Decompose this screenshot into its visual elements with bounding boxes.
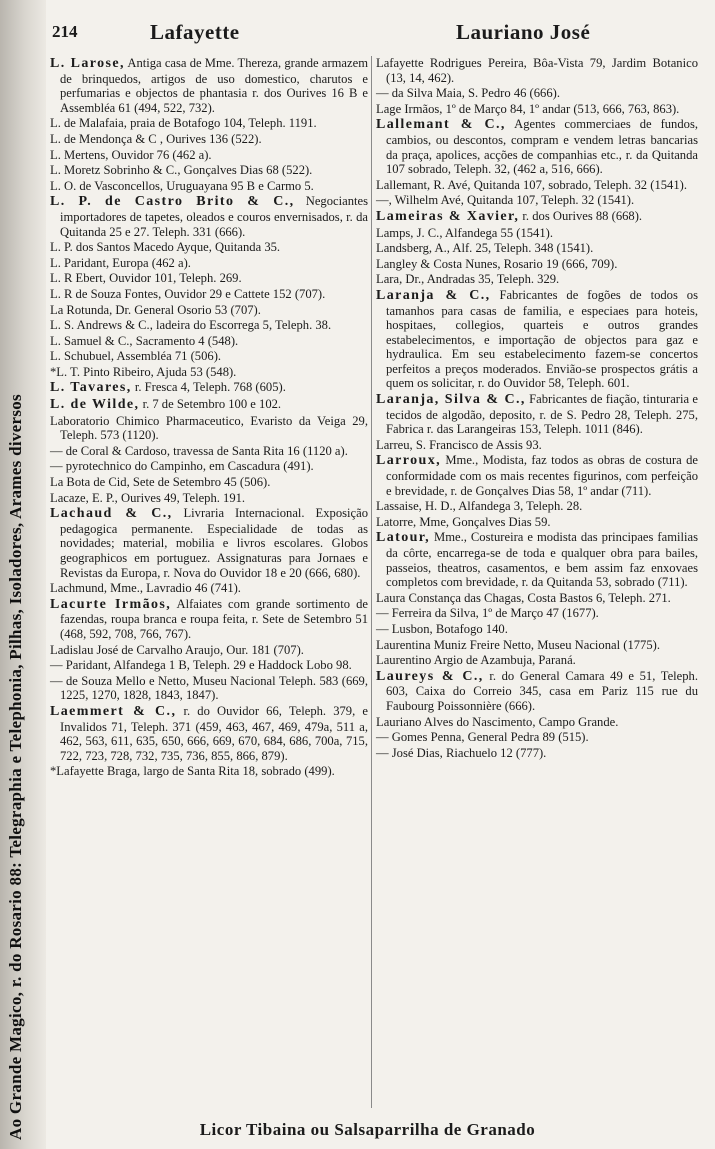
entry-text: r. 7 de Setembro 100 e 102. — [139, 397, 282, 412]
directory-entry — [50, 287, 368, 302]
entry-text: — de Coral & Cardoso, travessa de Santa Rita 16 (1120 a). — [50, 443, 348, 458]
entry-text: L. de Mendonça & C , Ourives 136 (522). — [50, 131, 262, 146]
directory-entry — [376, 193, 698, 208]
directory-entry — [376, 591, 698, 606]
directory-entry — [50, 475, 368, 490]
column-divider — [371, 56, 372, 1108]
entry-text: L. Mertens, Ouvidor 76 (462 a). — [50, 147, 212, 162]
running-header-left: Lafayette — [150, 20, 240, 44]
entry-text: *Lafayette Braga, largo de Santa Rita 18, sobrado (499). — [50, 764, 335, 779]
directory-entry — [376, 226, 698, 241]
entry-text: Langley & Costa Nunes, Rosario 19 (666, 709). — [376, 256, 618, 271]
entry-text: Agentes commerciaes de fundos, cambios, ou descontos, compram e vendem letras bancarias da praça, apolices, acções de companhias etc., r. da Quitanda 107 sobrado, Teleph. 32, (462 a, 516, 666). — [386, 117, 698, 177]
directory-entry — [50, 194, 368, 239]
entry-text: r. Fresca 4, Teleph. 768 (605). — [131, 380, 286, 395]
entry-firm-name: Laureys & C., — [376, 668, 484, 684]
directory-entry — [50, 643, 368, 658]
directory-entry — [50, 271, 368, 286]
directory-entry — [50, 318, 368, 333]
directory-entry — [376, 746, 698, 761]
directory-entry — [376, 178, 698, 193]
entry-text: Larreu, S. Francisco de Assis 93. — [376, 437, 542, 452]
directory-entry — [50, 674, 368, 703]
directory-entry — [50, 764, 368, 779]
entry-text: Laurentina Muniz Freire Netto, Museu Nacional (1775). — [376, 637, 660, 652]
directory-entry — [376, 530, 698, 589]
directory-entry — [376, 730, 698, 745]
directory-entry — [50, 491, 368, 506]
entry-text: —, Wilhelm Avé, Quitanda 107, Teleph. 32 (1541). — [376, 193, 635, 208]
entry-firm-name: Larroux, — [376, 453, 441, 469]
directory-entry — [50, 658, 368, 673]
entry-text: Mme., Costureira e modista das principaes familias da côrte, encarrega-se de toda e qualquer obra para bailes, passeios, theatros, casamentos, e bem assim faz enxovaes completos com brevidade, r. da Quitanda 53, sobrado (711). — [386, 530, 698, 590]
entry-text: Lassaise, H. D., Alfandega 3, Teleph. 28. — [376, 499, 583, 514]
entry-text: L. S. Andrews & C., ladeira do Escorrega 5, Teleph. 38. — [50, 318, 332, 333]
entry-text: La Rotunda, Dr. General Osorio 53 (707). — [50, 302, 261, 317]
directory-entry — [50, 148, 368, 163]
entry-text: L. Paridant, Europa (462 a). — [50, 255, 191, 270]
directory-entry — [50, 334, 368, 349]
directory-entry — [376, 392, 698, 437]
directory-entry — [376, 102, 698, 117]
entry-firm-name: L. Larose, — [50, 56, 125, 71]
directory-entry — [376, 288, 698, 391]
entry-text: Fabricantes de fogões de todos os tamanhos para casas de familia, e especiaes para hoteis, hospitaes, collegios, quarteis e outros grandes estabelecimentos, e importação de objectos para gaz e hydraulica. Em seu estabelecimento fazem-se concertos perfeitos a preços moderados. Envião-se prospectos grátis a quem os solicitar, r. do Ouvidor 58, Teleph. 601. — [386, 287, 698, 391]
side-advertisement-strip — [0, 0, 46, 1149]
entry-text: — Lusbon, Botafogo 140. — [376, 621, 508, 636]
directory-entry — [50, 380, 368, 396]
entry-text: L. de Malafaia, praia de Botafogo 104, Teleph. 1191. — [50, 116, 317, 131]
entry-firm-name: Latour, — [376, 530, 431, 546]
entry-text: — Ferreira da Silva, 1º de Março 47 (1677). — [376, 606, 599, 621]
entry-text: — Gomes Penna, General Pedra 89 (515). — [376, 730, 589, 745]
side-advertisement-text: Ao Grande Magico, r. do Rosario 88: Telegraphia e Telephonia, Pilhas, Isoladores, Arames diversos — [6, 394, 25, 1140]
entry-text: r. dos Ourives 88 (668). — [519, 208, 643, 223]
entry-text: La Bota de Cid, Sete de Setembro 45 (506). — [50, 475, 271, 490]
directory-entry — [376, 622, 698, 637]
entry-text: Lallemant, R. Avé, Quitanda 107, sobrado, Teleph. 32 (1541). — [376, 177, 687, 192]
directory-entry — [50, 256, 368, 271]
entry-text: — da Silva Maia, S. Pedro 46 (666). — [376, 86, 560, 101]
entry-text: Fabricantes de fiação, tinturaria e tecidos de algodão, deposito, r. de S. Pedro 28, Teleph. 275, Fabrica r. das Larangeiras 153, Teleph. 1011 (846). — [386, 392, 698, 437]
directory-entry — [50, 56, 368, 115]
directory-entry — [376, 86, 698, 101]
entry-text: L. P. dos Santos Macedo Ayque, Quitanda 35. — [50, 240, 281, 255]
entry-firm-name: L. P. de Castro Brito & C., — [50, 194, 295, 210]
directory-entry — [50, 444, 368, 459]
entry-text: Livraria Internacional. Exposição pedagogica permanente. Especialidade de todas as novidades; material, mobilia e livros escolares. Globos geographicos em portuguez. Assignaturas para Jornaes e Revistas da Europa, r. Nova do Ouvidor 18 e 20 (666, 680). — [60, 506, 368, 580]
entry-firm-name: Lachaud & C., — [50, 506, 173, 522]
entry-firm-name: Lacurte Irmãos, — [50, 596, 172, 612]
entry-firm-name: Lameiras & Xavier, — [376, 208, 520, 224]
entry-text: Mme., Modista, faz todos as obras de costura de conformidade com os mais recentes figurinos, com perfeição e brevidade, r. de Gonçalves Dias 58, 1º andar (711). — [386, 453, 698, 498]
directory-entry — [50, 163, 368, 178]
directory-entry — [50, 132, 368, 147]
entry-text: L. Samuel & C., Sacramento 4 (548). — [50, 333, 239, 348]
entry-firm-name: L. Tavares, — [50, 380, 132, 396]
entry-text: Lage Irmãos, 1º de Março 84, 1º andar (513, 666, 763, 863). — [376, 101, 680, 116]
directory-entry — [376, 241, 698, 256]
entry-text: Lachmund, Mme., Lavradio 46 (741). — [50, 581, 241, 596]
footer-advertisement: Licor Tibaina ou Salsaparrilha de Granado — [199, 1120, 536, 1139]
directory-entry — [376, 453, 698, 498]
directory-entry — [376, 56, 698, 85]
directory-entry — [376, 209, 698, 225]
entry-text: — José Dias, Riachuelo 12 (777). — [376, 745, 547, 760]
entry-firm-name: Lallemant & C., — [376, 117, 506, 133]
directory-entry — [376, 606, 698, 621]
directory-entry — [50, 303, 368, 318]
entry-text: Lamps, J. C., Alfandega 55 (1541). — [376, 225, 553, 240]
entry-firm-name: Laranja & C., — [376, 287, 491, 303]
directory-entry — [50, 581, 368, 596]
directory-entry — [376, 638, 698, 653]
directory-entry — [50, 414, 368, 443]
running-header-right: Lauriano José — [456, 20, 591, 44]
directory-entry — [50, 116, 368, 131]
entry-text: L. Moretz Sobrinho & C., Gonçalves Dias 68 (522). — [50, 163, 313, 178]
entry-text: L. O. de Vasconcellos, Uruguayana 95 B e Carmo 5. — [50, 178, 314, 193]
page-number: 214 — [52, 22, 78, 41]
entry-text: Latorre, Mme, Gonçalves Dias 59. — [376, 514, 551, 529]
entry-text: Lacaze, E. P., Ourives 49, Teleph. 191. — [50, 490, 246, 505]
entry-text: L. Schubuel, Assembléa 71 (506). — [50, 349, 222, 364]
entry-text: Antiga casa de Mme. Thereza, grande armazem de brinquedos, artigos de uso domestico, charutos e perfumarias e objectos de phantasia r. dos Ourives 16 B e Assembléa 61 (494, 522, 732). — [60, 56, 368, 115]
directory-entry — [376, 669, 698, 714]
directory-entry — [50, 179, 368, 194]
entry-text: Landsberg, A., Alf. 25, Teleph. 348 (1541). — [376, 241, 594, 256]
directory-entry — [376, 117, 698, 176]
directory-entry — [376, 438, 698, 453]
directory-entry — [376, 515, 698, 530]
directory-entry — [376, 257, 698, 272]
directory-entry — [50, 704, 368, 763]
entry-text: L. R Ebert, Ouvidor 101, Teleph. 269. — [50, 271, 242, 286]
entry-text: Alfaiates com grande sortimento de fazendas, roupa branca e roupa feita, r. Sete de Setembro 51 (468, 592, 708, 766, 767). — [60, 596, 368, 641]
entry-firm-name: Laemmert & C., — [50, 703, 177, 719]
entry-text: r. do General Camara 49 e 51, Teleph. 603, Caixa do Correio 345, casa em Pariz 115 rue du Faubourg Poissonnière (666). — [386, 668, 698, 713]
directory-entry — [376, 653, 698, 668]
left-column — [50, 56, 368, 780]
entry-text: Lara, Dr., Andradas 35, Teleph. 329. — [376, 272, 560, 287]
entry-text: Ladislau José de Carvalho Araujo, Our. 181 (707). — [50, 642, 304, 657]
entry-text: — pyrotechnico do Campinho, em Cascadura (491). — [50, 459, 314, 474]
directory-entry — [50, 597, 368, 642]
entry-text: Lauriano Alves do Nascimento, Campo Grande. — [376, 714, 619, 729]
directory-entry — [50, 365, 368, 380]
entry-firm-name: L. de Wilde, — [50, 397, 140, 413]
directory-entry — [376, 272, 698, 287]
entry-text: — Paridant, Alfandega 1 B, Teleph. 29 e Haddock Lobo 98. — [50, 658, 352, 673]
directory-entry — [50, 459, 368, 474]
right-column — [376, 56, 698, 761]
entry-text: Laura Constança das Chagas, Costa Bastos 6, Teleph. 271. — [376, 590, 671, 605]
directory-entry — [50, 349, 368, 364]
directory-entry — [50, 397, 368, 413]
entry-text: Laboratorio Chimico Pharmaceutico, Evaristo da Veiga 29, Teleph. 573 (1120). — [50, 413, 368, 443]
directory-entry — [376, 715, 698, 730]
entry-text: Negociantes importadores de tapetes, oleados e couros envernisados, r. da Quitanda 25 e 27. Teleph. 331 (666). — [60, 194, 368, 239]
directory-entry — [376, 499, 698, 514]
entry-text: — de Souza Mello e Netto, Museu Nacional Teleph. 583 (669, 1225, 1270, 1828, 1843, 1847). — [50, 673, 368, 703]
directory-entry — [50, 240, 368, 255]
entry-text: *L. T. Pinto Ribeiro, Ajuda 53 (548). — [50, 364, 237, 379]
entry-text: r. do Ouvidor 66, Teleph. 379, e Invalidos 71, Teleph. 371 (459, 463, 467, 469, 479a, 511 a, 462, 563, 611, 635, 650, 666, 669, 670, 684, 686, 700a, 715, 722, 723, 728, 732, 735, 736, 855, 866, 879). — [60, 703, 368, 763]
directory-entry — [50, 506, 368, 580]
entry-firm-name: Laranja, Silva & C., — [376, 392, 526, 408]
entry-text: Lafayette Rodrigues Pereira, Bôa-Vista 79, Jardim Botanico (13, 14, 462). — [376, 56, 698, 85]
entry-text: L. R de Souza Fontes, Ouvidor 29 e Cattete 152 (707). — [50, 286, 326, 301]
entry-text: Laurentino Argio de Azambuja, Paraná. — [376, 653, 576, 668]
